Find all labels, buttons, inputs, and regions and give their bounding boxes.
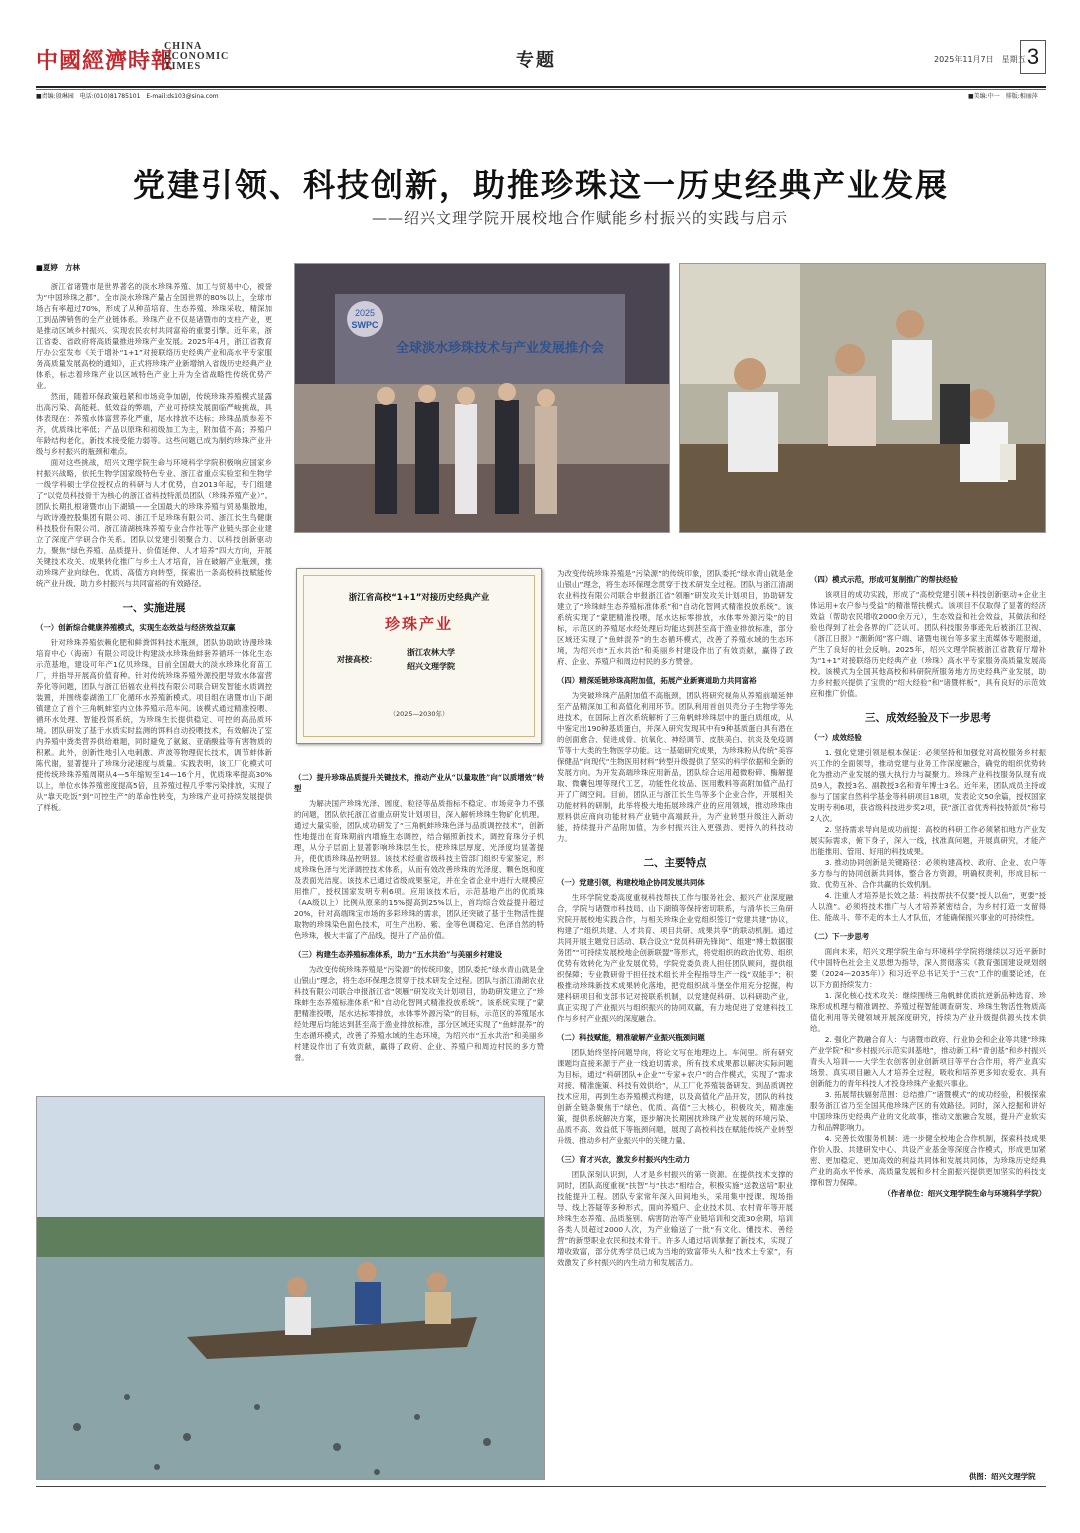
award-plaque: [296, 568, 542, 744]
list-item: 4. 完善长效服务机制：进一步健全校地企合作机制，探索科技成果作价入股、共建研发中心、共设产业基金等深度合作模式，形成更加紧密、更加稳定、更加高效的利益共同体和发展共同体，为珍珠历史经典产业的高水平传承、高质量发展和乡村全面振兴提供更加坚实的科技支撑和智力保障。: [810, 1134, 1046, 1187]
swpc-logo-year: 2025: [354, 308, 376, 318]
body-paragraph: 为突破珍珠产品附加值不高瓶颈，团队将研究视角从养殖前端延伸至产品精深加工和高值化利用环节。团队利用首创贝壳分子生物学等先进技术，在国际上首次系统解析了三角帆蚌珍珠层中的蛋白质组成，从中鉴定出190种基质蛋白，并深入研究发现其中有9种基质蛋白具有潜在的创面愈合、促进成骨、抗氧化、神经调节、皮肤美白、抗炎及免疫调节等十大类的生物医学功能。这一基础研究成果，为珍珠粉从传统“美容保健品”向现代“生物医用材料”转型升级提供了坚实的科学依据和全新的发展方向。为开发高端珍珠应用新品，团队综合运用超微粉碎、酶解提取、微囊包埋等现代工艺，功能性化妆品、医用敷料等高附加值产品打开了广阔空间。目前，团队正与浙江长生鸟等多个企业合作，开展相关功能材料的研制，此举将极大地拓展珍珠产业的应用领域，推动珍珠由原料供应商向功能材料产业链中高端跃升，为产业转型升级注入新动能，持续提升产品附加值，为乡村振兴注入更强劲、更持久的科技动力。: [557, 691, 793, 843]
column-2: [294, 750, 544, 1090]
body-paragraph: 该项目的成功实践，形成了“高校党建引领+科技创新驱动+企业主体运用+农户参与受益”的精准帮扶模式。该项目不仅取得了显著的经济效益（帮助农民增收2000余万元），生态效益和社会效益，其做法和经验也得到了社会各界的广泛认可。团队科技服务事迹先后被浙江卫视、《浙江日报》“潮新闻”客户端、诸暨电视台等多家主流媒体专题报道，产生了良好的社会反响。2025年，绍兴文理学院被浙江省教育厅增补为“1+1”对接联络历史经典产业（珍珠）高水平专家服务高质量发展高校。该模式为全国其他高校和科研院所服务地方历史经典产业发展，助力乡村振兴提供了宝贵的“绍大经验”和“诸暨样板”，具有良好的示范效应和推广价值。: [810, 590, 1046, 698]
newspaper-logo: 中國經濟時報: [36, 48, 175, 74]
logo-en-line: ECONOMIC: [164, 51, 230, 62]
subsection-heading: （二）科技赋能，精准破解产业振兴瓶颈问题: [557, 1033, 705, 1042]
subsection-heading: （四）精深延链珍珠高附加值，拓展产业新赛道助力共同富裕: [557, 676, 757, 685]
intro-paragraph: 面对这些挑战，绍兴文理学院生命与环境科学学院积极响应国家乡村振兴战略，依托生物学国家级特色专业、浙江省重点实验室和生物学一级学科硕士学位授权点的科研与人才优势，自2013年起，专门组建了“以党员科技骨干为核心的浙江省科技特派员团队（珍珠养殖产业）”。团队长期扎根诸暨市山下湖镇——全国最大的珍珠养殖与贸易集散地，与欧诗漫控股集团有限公司、浙江千足珍珠有限公司、浙江长生鸟健康科技股份有限公司、浙江清湖核珠养殖专业合作社等产业链头部企业建立了深度产学研合作关系。团队以党建引领聚合力、以科技创新驱动力，聚焦“绿色养殖、品质提升、价值延伸、人才培养”四大方向，开展关键技术攻关、成果转化推广与乡土人才培育，旨在破解产业瓶颈，推动珍珠产业向绿色、优质、高值方向转型，探索出一条高校科技赋能传统产业升级、助力乡村振兴与共同富裕的有效路径。: [36, 458, 272, 588]
column-1: [36, 262, 272, 1092]
dateline: 2025年11月7日 星期五: [934, 55, 1026, 64]
bottom-rule: [36, 1486, 1046, 1487]
subsection-heading: （一）成效经验: [810, 733, 862, 742]
plaque-label: 对接高校：: [337, 655, 377, 664]
designer-info: ■美编:中一 排版:相丽萍: [968, 93, 1038, 100]
page-number: 3: [1020, 40, 1046, 74]
list-item: 3. 推动协同创新是关键路径：必须构建高校、政府、企业、农户等多方参与的协同创新共同体，整合各方资源，明确权责利，形成目标一致、优势互补、合作共赢的长效机制。: [810, 858, 1046, 889]
subsection-heading: （二）下一步思考: [810, 932, 870, 941]
swpc-logo-text: SWPC: [351, 320, 379, 330]
newspaper-logo-english: [164, 42, 229, 72]
article-subhead: ——绍兴文理学院开展校地合作赋能乡村振兴的实践与启示: [371, 209, 788, 227]
list-item: 1. 深化核心技术攻关：继续围绕三角帆蚌优质抗逆新品种选育、珍珠形成机理与精准调控、养殖过程智能调查研发、珍珠生物活性物质高值化利用等关键领域开展深度研究，持续为产业升级提供源头技术供给。: [810, 991, 1046, 1033]
masthead-rule-blue: [36, 89, 1046, 90]
subsection-heading: （一）党建引领，构建校地企协同发展共同体: [557, 878, 705, 887]
section-heading: 三、成效经验及下一步思考: [865, 712, 991, 724]
photo-laboratory: [679, 263, 1046, 533]
editor-info: ■责编:殷琳园 电话:(010)81785101 E-mail:ds103@sina.com: [36, 93, 219, 100]
column-4: [810, 568, 1046, 1468]
plaque-school: 绍兴文理学院: [407, 662, 455, 671]
body-paragraph: 面向未来，绍兴文理学院生命与环境科学学院将继续以习近平新时代中国特色社会主义思想为指导，深入贯彻落实《教育强国建设规划纲要（2024—2035年）》和习近平总书记关于“三农”工作的重要论述，在以下方面持续发力：: [810, 947, 1046, 989]
plaque-title: 浙江省高校“1+1”对接历史经典产业: [348, 593, 490, 603]
body-paragraph: 为解决国产珍珠光泽、圆度、粒径等品质指标不稳定、市场竞争力不强的问题，团队依托浙江省重点研发计划项目，深入解析珍珠生物矿化机理。通过大量实验，团队成功研发了“三角帆蚌珍珠色泽与品质调控技术”，创新性地提出在育珠期前内增施生态调控，结合辐照新技术，调控育珠分子机理，从分子层面上显著影响珍珠层生长，使珍珠层厚度、光泽度均显著提升，使优质珍珠品控明显。该技术经重省级科技主管部门组织专家鉴定，形成珍珠色泽与光泽调控技术体系，从而有效改善珍珠的光泽度、颗色饱和度及表面光洁度。该技术已通过省级成果鉴定，并在全省企业中进行大规模应用推广，授权国家发明专利6项。应用该技术后，示范基地产出的优质珠（AA级以上）比例从原来的15%提高到25%以上，首均综合效益提升超过20%，针对高端珠宝市场的多彩珍珠的需求，团队还突破了基于生物活性提取物的珍珠染色面色技术，可生产出粉、紫、金等色调稳定、色泽自然的特色珍珠，极大丰富了产品线，提升了产品价值。: [294, 799, 544, 940]
body-paragraph: 团队始终坚持问题导向，将论文写在地理边上。车间里。所有研究课题均直接来源于产业一线迫切需求，所有技术成果都以解决实际问题为目标，通过“科研团队+企业”“专家+农户”的合作模式，实现了“需求对接、精准施策、科技有效供给”，从工厂化养殖装备研发、到品质调控技术应用，再到生态养殖模式构建，以及高值化产品开发，团队的科技创新全链条聚焦于“绿色、优质、高值”三大核心，积极攻关，精准施策，提供系统解决方案，逐步解决长期困扰珍珠产业发展的环境污染、品质不高、效益低下等瓶颈问题，展现了高校科技在赋能传统产业转型升级、推动乡村产业振兴中的关键力量。: [557, 1048, 793, 1145]
body-paragraph: 为改变传统珍珠养殖是“污染源”的传统印象，团队委托“绿水青山就是金山银山”理念，将生态环保理念贯穿于技术研发全过程。团队与浙江清湖农业科技有限公司联合申报浙江省“领雁”研发攻关计划项目，协助研发建立了“珍珠蚌生态养殖标准体系”和“自动化智网式精准投放系统”。该系统实现了“蒙肥精准投喂，尾水达标零排放，水体零外源污染”的目标，示范区的养殖尾水经处理后均能达到甚至高于渔业排放标准，部分区域还实现了“鱼蚌混养”的生态循环模式，改善了养殖水域的生态环境，为绍兴市“五水共治”和美丽乡村建设作出了有效贡献，赢得了政府、企业、养殖户和周边村民的多方赞誉。: [294, 965, 544, 1062]
plaque-school: 浙江农林大学: [407, 648, 455, 657]
intro-paragraph: 然而，随着环保政策趋紧和市场竞争加剧，传统珍珠养殖模式显露出高污染、高能耗、低效益的弊端，产业可持续发展面临严峻挑战，具体表现在：养殖水体富营养化严重，尾水排放不达标；珍珠品质参差不齐，优质珠比率低；产品以原珠和初级加工为主，附加值不高；养殖户年龄结构老化，新技术接受能力弱等。这些问题已成为制约珍珠产业升级与乡村振兴的瓶颈和难点。: [36, 392, 272, 456]
subsection-heading: （三）育才兴农，激发乡村振兴内生动力: [557, 1155, 691, 1164]
subsection-heading: （一）创新综合健康养殖模式，实现生态效益与经济效益双赢: [36, 623, 236, 632]
byline: ■夏婷 方林: [36, 263, 80, 272]
masthead: [36, 36, 1046, 86]
masthead-rule: [36, 86, 1046, 88]
lab-photo-illustration: [680, 264, 1046, 533]
plaque-years: （2025—2030年）: [389, 710, 449, 718]
intro-paragraph: 浙江省诸暨市是世界著名的淡水珍珠养殖、加工与贸易中心，被誉为“中国珍珠之都”。全市淡水珍珠产量占全国世界的80%以上，全球市场占有率超过70%，形成了从种苗培育、生态养殖、珍珠采收、精深加工到品牌销售的全产业链体系。珍珠产业不仅是诸暨市的支柱产业，更是推动区域乡村振兴、实现农民农村共同富裕的重要引擎。近年来，浙江省委、省政府将高质量推进珍珠产业发展。2025年4月，浙江省教育厅办公室发布《关于增补“1+1”对接联络历史经典产业和高水平专家服务高质量发展高校的通知》，正式将珍珠产业新增纳入省级历史经典产业体系，标志着珍珠产业以区域特色产业上升为全省战略性传统优势产业。: [36, 282, 272, 390]
body-paragraph: 针对珍珠养殖依赖化肥和鲜粪饵料技术瓶颈，团队协助欧诗漫珍珠培育中心（海南）有限公司设计构建淡水珍珠鱼蚌套养循环一体化生态示范基地，建设可年产1亿贝珍珠，目前全国最大的淡水珍珠化育苗工厂，并指导开展高价值育种。针对传统珍珠养殖外源投肥导致水体富营养化等问题，团队与浙江佰福农业科技有限公司联合研发智能水质调控装置，并围绕泰湖渔工厂化循环水养殖新模式。项目组在诸暨市山下湖镇建立了首个三角帆蚌室内立体养殖示范车间。该模式通过精准投喂、循环水处理、智能投饵系统，为珍珠生长提供稳定、可控的高品质环境。团队研发了基于水质实时监测的饵料自动投喂技术，有效解决了室内养殖中粪类营养供给难题，同时避免了氨氮、亚硝酸盐等有害物质的积累。此外，创新性地引入电刺激、声波等物理促长技术，调节蚌体新陈代谢，显著提升了珍珠分泌速度与质量。实践表明，该工厂化模式可使传统珍珠养殖周期从4—5年缩短至14—16个月，优质珠率提高30%以上，单位水体养殖密度提高5倍，且养殖过程几乎零污染排放，实现了从“靠天吃饭”到“可控生产”的革命性转变，为珍珠产业可持续发展提供了样板。: [36, 638, 272, 812]
section-heading: 一、实施进展: [122, 602, 186, 614]
list-item: 2. 强化产教融合育人：与诸暨市政府、行业协会和企业等共建“珍珠产业学院”和“乡村振兴示范实训基地”，推动新工科“青创基”和乡村振兴青头人培训——大学生农创客创业创新项目等平台合作用，将产业真实场景、真实项目融入人才培养全过程，吸收和培养更多知农爱农、具有创新能力的青年科技人才投身珍珠产业振兴事业。: [810, 1035, 1046, 1088]
plaque-industry: 珍珠产业: [384, 615, 453, 633]
list-item: 1. 强化党建引领是根本保证：必须坚持和加强党对高校服务乡村振兴工作的全面领导，推动党建与业务工作深度融合，确党的组织优势转化为推动产业发展的强大执行力与凝聚力。珍珠产业科技服务队现有成员9人，教授3名、副教授3名和青年博士3名。近年来，团队成员主持或参与了国家自然科学基金等科研项目18项，发表论文50余篇，授权国家发明专利6项，获省级科技进步奖2项，获“浙江省优秀科技特派员”称号2人次。: [810, 748, 1046, 823]
article-headline: 党建引领、科技创新，助推珍珠这一历史经典产业发展: [132, 166, 949, 204]
list-item: 2. 坚持需求导向是成功前提：高校的科研工作必须紧扣地方产业发展实际需求，俯下身子，深入一线，找准真问题，开展真研究，才能产出能推用、管用、好用的科技成果。: [810, 825, 1046, 856]
logo-en-line: CHINA: [164, 41, 203, 52]
section-heading: 二、主要特点: [643, 857, 707, 869]
body-paragraph: 团队深刻认识到，人才是乡村振兴的第一资源。在提供技术支撑的同时，团队高度重视“扶智”与“扶志”相结合，积极实施“送教送培”职业技能提升工程。团队专家常年深入田间地头，采用集中授课、现场指导、线上答疑等多种形式，面向养殖户、企业技术员、农村青年等开展珍珠生态养殖、品质鉴别、病害防治等产业链培训和交流30余期，培训各类人员超过2000人次，为产业输送了一批“有文化、懂技术、善经营”的新型职业农民和技术骨干。许多人通过培训掌握了新技术，实现了增收致富，部分优秀学员已成为当地的致富带头人和“技术土专家”，有效激发了乡村振兴的内生动力和发展活力。: [557, 1170, 793, 1267]
photo-credit: 供图：绍兴文理学院: [969, 1472, 1036, 1481]
pond-photo-illustration: [37, 1097, 545, 1480]
conference-photo-illustration: [295, 264, 670, 533]
body-paragraph-continued: 为改变传统珍珠养殖是“污染源”的传统印象，团队委托“绿水青山就是金山银山”理念，将生态环保理念贯穿于技术研发全过程。团队与浙江清湖农业科技有限公司联合申报浙江省“领雁”研发攻关计划项目，协助研发建立了“珍珠蚌生态养殖标准体系”和“自动化智网式精准投放系统”。该系统实现了“蒙肥精准投喂，尾水达标零排放，水体零外源污染”的目标，示范区的养殖尾水经处理后均能达到甚至高于渔业排放标准，部分区域还实现了“鱼蚌混养”的生态循环模式，改善了养殖水域的生态环境，为绍兴市“五水共治”和美丽乡村建设作出了有效贡献，赢得了政府、企业、养殖户和周边村民的多方赞誉。: [557, 569, 793, 666]
list-item: 4. 注重人才培养是长效之基：科技帮扶不仅要“授人以鱼”，更要“授人以渔”。必须将技术推广与人才培养紧密结合，为乡村打造一支留得住、能战斗、带不走的本土人才队伍，才能确保振兴事业的可持续性。: [810, 891, 1046, 922]
stage-banner-text: 全球淡水珍珠技术与产业发展推介会: [395, 341, 605, 356]
column-3: [557, 568, 793, 1468]
logo-en-line: TIMES: [164, 61, 202, 72]
list-item: 3. 拓展帮扶辐射范围：总结推广“诸暨模式”的成功经验，积极探索服务浙江省乃至全国其他珍珠产区的有效路径。同时，深入挖掘和讲好中国珍珠历史经典产业的文化故事，推动文旅融合发展，提升产业软实力和品牌影响力。: [810, 1090, 1046, 1132]
author-unit: （作者单位：绍兴文理学院生命与环境科学学院）: [883, 1189, 1046, 1198]
subsection-heading: （四）模式示范，形成可复制推广的帮扶经验: [810, 575, 958, 584]
subsection-heading: （三）构建生态养殖标准体系，助力“五水共治”与美丽乡村建设: [294, 950, 503, 959]
photo-pearl-pond: [36, 1096, 545, 1480]
subsection-heading: （二）提升珍珠品质提升关键技术，推动产业从“以量取胜”向“以质增效”转型: [294, 773, 544, 793]
section-name: 专题: [516, 50, 556, 71]
photo-conference-group: [294, 263, 670, 533]
body-paragraph: 生环学院党委高度重视科技帮扶工作与服务社会、振兴产业深度融合，学院与诸暨市科技局、山下湖镇等保持密切联系，与清华长三角研究院开展校地实践合作，与相关珍珠企业党组织签订“党建共建”协议，构建了“组织共建、人才共育、项目共研、成果共享”的联动机制。通过共同开展主题党日活动、联合设立“党员科研先锋岗”、组建“博士数据服务团”“可持续发展校地企创新联盟”等形式，将党组织的政治优势、组织优势有效转化为产业发展优势，学院党委负责人担任团队顾问，提供组织保障；专业教研骨干担任技术组长并全程指导生产一线“双能手”；积极推动珍珠新技术成果转化落地，把党组织战斗堡垒作用充分挖掘，构建科研项目和支部书记对接联系机制，以党建促科研、以科研助产业，真正实现了产业振兴与组织振兴的协同双赢，有力地促进了党建科技工作与乡村产业振兴的深度融合。: [557, 893, 793, 1023]
